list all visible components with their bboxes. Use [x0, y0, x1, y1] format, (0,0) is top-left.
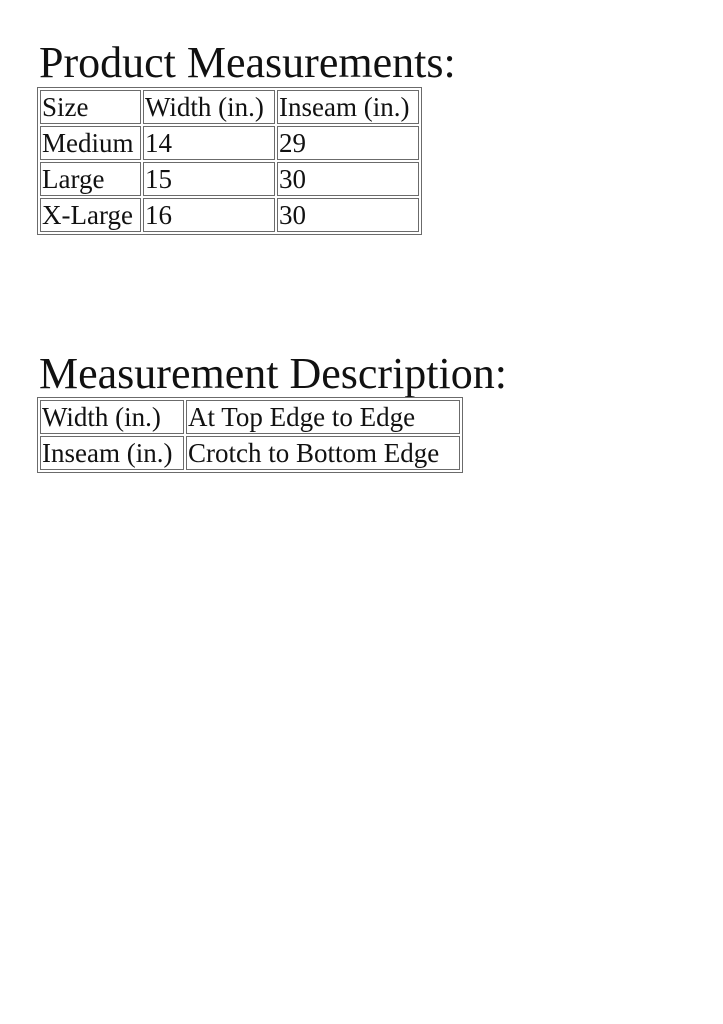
size-cell: X-Large [40, 198, 141, 232]
table-row [40, 126, 419, 160]
table-row [40, 198, 419, 232]
table-header-row [40, 90, 419, 124]
measurement-description-table [37, 397, 463, 473]
inseam-cell: 29 [277, 126, 419, 160]
measurement-name-cell: Width (in.) [40, 400, 184, 434]
width-cell: 15 [143, 162, 275, 196]
product-measurements-table [37, 87, 422, 235]
width-cell: 16 [143, 198, 275, 232]
width-cell: 14 [143, 126, 275, 160]
measurement-description-title: Measurement Description: [39, 349, 507, 398]
table-row [40, 400, 460, 434]
measurement-description-cell: At Top Edge to Edge [186, 400, 460, 434]
size-cell: Medium [40, 126, 141, 160]
product-measurements-title: Product Measurements: [39, 38, 456, 87]
inseam-cell: 30 [277, 162, 419, 196]
size-cell: Large [40, 162, 141, 196]
header-width: Width (in.) [143, 90, 275, 124]
header-inseam: Inseam (in.) [277, 90, 419, 124]
measurement-description-cell: Crotch to Bottom Edge [186, 436, 460, 470]
header-size: Size [40, 90, 141, 124]
inseam-cell: 30 [277, 198, 419, 232]
measurement-name-cell: Inseam (in.) [40, 436, 184, 470]
table-row [40, 436, 460, 470]
table-row [40, 162, 419, 196]
